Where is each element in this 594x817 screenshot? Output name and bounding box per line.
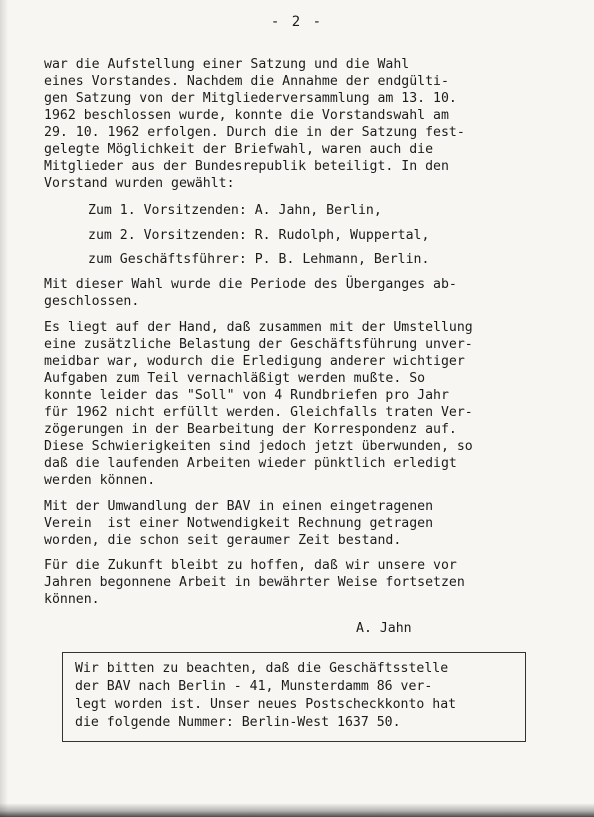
body-line: gelegte Möglichkeit der Briefwahl, waren auch die xyxy=(44,142,434,157)
body-line: Diese Schwierigkeiten sind jedoch jetzt überwunden, so xyxy=(44,439,473,454)
board-member-line: Zum 1. Vorsitzenden: A. Jahn, Berlin, xyxy=(88,203,382,218)
body-line: konnte leider das "Soll" von 4 Rundbriefen pro Jahr xyxy=(44,388,449,403)
notice-line: der BAV nach Berlin - 41, Munsterdamm 86 ver- xyxy=(75,679,433,694)
body-line: Mit dieser Wahl wurde die Periode des Überganges ab- xyxy=(44,277,457,292)
body-line: Mitglieder aus der Bundesrepublik beteiligt. In den xyxy=(44,159,449,174)
body-line: können. xyxy=(44,592,100,607)
scan-bottom-edge xyxy=(0,803,594,817)
body-line: Verein ist einer Notwendigkeit Rechnung getragen xyxy=(44,516,434,531)
body-line: Aufgaben zum Teil vernachläßigt werden mußte. So xyxy=(44,371,426,386)
body-line: worden, die schon seit geraumer Zeit bestand. xyxy=(44,533,402,548)
notice-box xyxy=(62,652,526,742)
body-line: zögerungen in der Bearbeitung der Korrespondenz auf. xyxy=(44,422,457,437)
body-line: werden können. xyxy=(44,473,156,488)
body-line: geschlossen. xyxy=(44,294,140,309)
body-line: gen Satzung von der Mitgliederversammlung am 13. 10. xyxy=(44,91,457,106)
body-line: Vorstand wurden gewählt: xyxy=(44,176,235,191)
body-line: eines Vorstandes. Nachdem die Annahme der endgülti- xyxy=(44,74,449,89)
body-line: 1962 beschlossen wurde, konnte die Vorstandswahl am xyxy=(44,108,449,123)
scan-shadow xyxy=(0,0,8,817)
board-member-line: zum 2. Vorsitzenden: R. Rudolph, Wuppertal, xyxy=(88,228,430,243)
signature: A. Jahn xyxy=(356,621,412,636)
body-line: eine zusätzliche Belastung der Geschäftsführung unver- xyxy=(44,337,473,352)
body-line: meidbar war, wodurch die Erledigung anderer wichtiger xyxy=(44,354,465,369)
body-line: Es liegt auf der Hand, daß zusammen mit der Umstellung xyxy=(44,320,473,335)
body-line: daß die laufenden Arbeiten wieder pünktlich erledigt xyxy=(44,456,457,471)
page-number: - 2 - xyxy=(270,14,324,30)
body-line: Jahren begonnene Arbeit in bewährter Weise fortsetzen xyxy=(44,575,465,590)
notice-line: die folgende Nummer: Berlin-West 1637 50. xyxy=(75,715,401,730)
body-line: war die Aufstellung einer Satzung und die Wahl xyxy=(44,57,410,72)
body-line: Mit der Umwandlung der BAV in einen eingetragenen xyxy=(44,499,434,514)
body-line: für 1962 nicht erfüllt werden. Gleichfalls traten Ver- xyxy=(44,405,473,420)
notice-line: Wir bitten zu beachten, daß die Geschäftsstelle xyxy=(75,661,449,676)
body-line: 29. 10. 1962 erfolgen. Durch die in der Satzung fest- xyxy=(44,125,465,140)
board-member-line: zum Geschäftsführer: P. B. Lehmann, Berlin. xyxy=(88,252,430,267)
notice-line: legt worden ist. Unser neues Postscheckkonto hat xyxy=(75,697,457,712)
body-line: Für die Zukunft bleibt zu hoffen, daß wir unsere vor xyxy=(44,558,457,573)
